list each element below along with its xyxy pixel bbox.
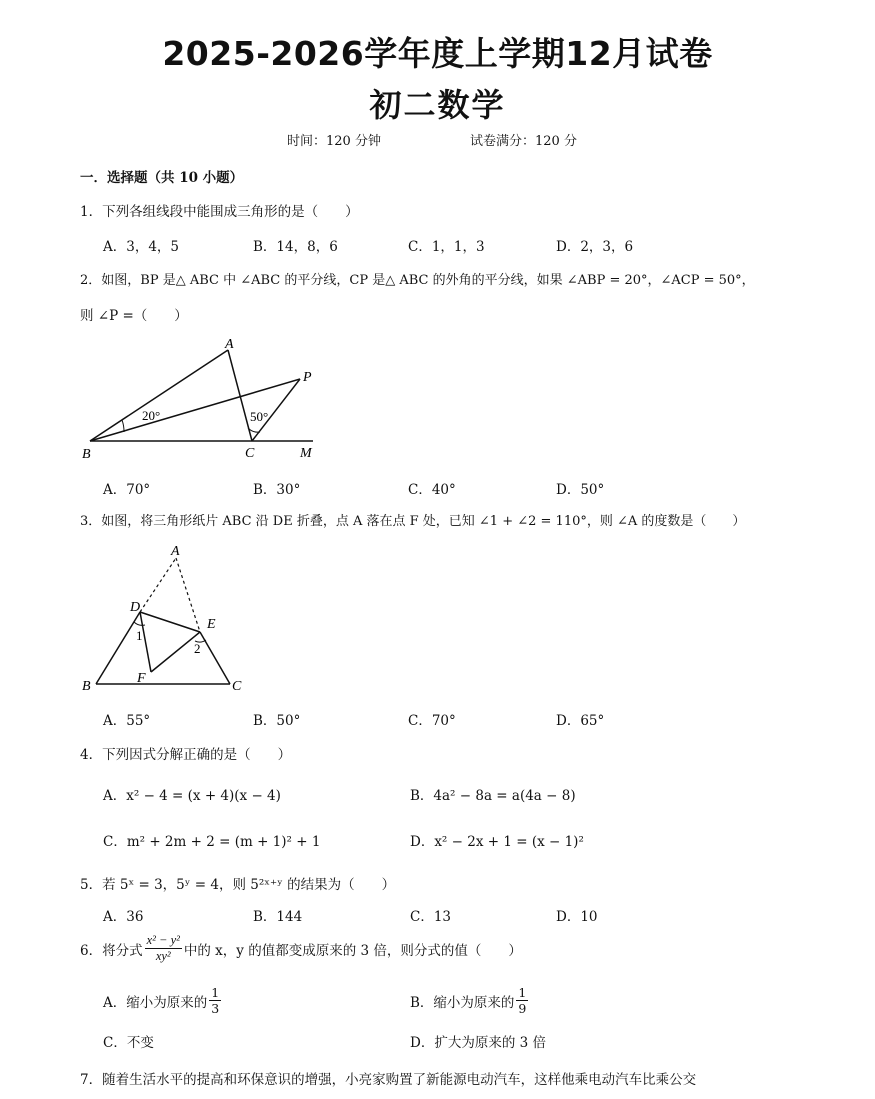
q2-option-b: B．30° <box>253 482 301 498</box>
label-c: C <box>232 679 242 694</box>
q3-option-b: B．50° <box>253 713 301 729</box>
label-b: B <box>82 679 91 694</box>
line-fe <box>151 632 200 672</box>
q3-option-a: A．55° <box>103 713 151 729</box>
line-ac <box>228 350 252 441</box>
question-7-stem: 7．随着生活水平的提高和环保意识的增强，小亮家购置了新能源电动汽车，这样他乘电动汽车比乘公交 <box>80 1072 697 1088</box>
label-c: C <box>245 446 255 461</box>
question-2-stem: 2．如图，BP 是△ ABC 中 ∠ABC 的平分线，CP 是△ ABC 的外角的平分线，如果 ∠ABP = 20°，∠ACP = 50°， <box>80 273 755 288</box>
q6-option-d: D．扩大为原来的 3 倍 <box>410 1035 546 1051</box>
dashed-ae <box>176 558 200 632</box>
q3-figure <box>78 540 258 700</box>
q2-option-d: D．50° <box>556 482 605 498</box>
exam-score: 试卷满分：120 分 <box>470 134 577 149</box>
label-b: B <box>82 447 91 462</box>
q4-option-a: A．x² − 4 = (x + 4)(x − 4) <box>103 788 281 804</box>
question-3-stem: 3．如图，将三角形纸片 ABC 沿 DE 折叠，点 A 落在点 F 处，已知 ∠1 + ∠2 = 110°，则 ∠A 的度数是（ ） <box>80 514 746 529</box>
label-p: P <box>303 370 312 385</box>
angle-abp-label: 20° <box>142 408 161 423</box>
label-e: E <box>207 617 216 632</box>
label-a: A <box>171 544 180 559</box>
q6-fraction-denominator: xy² <box>155 949 171 963</box>
q1-option-a: A．3，4，5 <box>103 239 180 255</box>
q2-option-a: A．70° <box>103 482 151 498</box>
line-ce <box>200 632 230 684</box>
line-ba <box>90 350 228 441</box>
line-bd <box>96 612 140 684</box>
angle-1-label: 1 <box>136 628 143 643</box>
angle-2-label: 2 <box>194 641 201 656</box>
q6-option-a-numerator: 1 <box>211 985 220 1000</box>
label-m: M <box>300 446 312 461</box>
question-4-stem: 4．下列因式分解正确的是（ ） <box>80 747 292 763</box>
question-6-stem <box>80 933 522 964</box>
q2-option-c: C．40° <box>408 482 456 498</box>
question-2-stem-line2: 则 ∠P =（ ） <box>80 308 188 324</box>
q3-option-d: D．65° <box>556 713 605 729</box>
q6-stem-post: 中的 x，y 的值都变成原来的 3 倍，则分式的值（ ） <box>183 942 522 959</box>
q6-fraction-numerator: x² − y² <box>146 933 180 947</box>
q1-option-c: C．1，1，3 <box>408 239 485 255</box>
line-bp <box>90 379 300 441</box>
q1-option-b: B．14，8，6 <box>253 239 338 255</box>
q6-option-a-denominator: 3 <box>211 1001 220 1016</box>
q5-option-d: D．10 <box>556 909 598 925</box>
q1-option-d: D．2，3，6 <box>556 239 634 255</box>
q5-option-c: C．13 <box>410 909 452 925</box>
q6-stem-pre: 6．将分式 <box>80 942 143 959</box>
label-d: D <box>130 600 141 615</box>
line-de <box>140 612 200 632</box>
angle-acp-label: 50° <box>250 409 269 424</box>
q6-option-a-fraction <box>209 985 221 1016</box>
exam-time: 时间：120 分钟 <box>287 134 381 149</box>
label-f: F <box>137 671 146 686</box>
exam-subject: 初二数学 <box>369 86 506 124</box>
label-a: A <box>225 337 234 352</box>
q4-option-b: B．4a² − 8a = a(4a − 8) <box>410 788 576 804</box>
q6-option-b-text: B．缩小为原来的 <box>410 994 515 1011</box>
q2-figure <box>78 334 328 464</box>
q4-option-d: D．x² − 2x + 1 = (x − 1)² <box>410 834 584 850</box>
q6-option-c: C．不变 <box>103 1035 154 1051</box>
q4-option-c: C．m² + 2m + 2 = (m + 1)² + 1 <box>103 834 321 850</box>
q5-option-b: B．144 <box>253 909 303 925</box>
exam-title: 2025-2026学年度上学期12月试卷 <box>162 34 713 73</box>
dashed-da <box>140 558 176 612</box>
q6-option-b <box>410 985 530 1016</box>
q6-fraction <box>145 933 182 964</box>
q5-option-a: A．36 <box>103 909 144 925</box>
q6-option-b-numerator: 1 <box>518 985 527 1000</box>
q6-option-b-fraction <box>516 985 528 1016</box>
q6-option-a-text: A．缩小为原来的 <box>103 994 208 1011</box>
section-heading: 一．选择题（共 10 小题） <box>80 170 244 186</box>
question-1-stem: 1．下列各组线段中能围成三角形的是（ ） <box>80 204 359 220</box>
q3-option-c: C．70° <box>408 713 456 729</box>
q6-option-a <box>103 985 223 1016</box>
question-5-stem: 5．若 5ˣ = 3，5ʸ = 4，则 5²ˣ⁺ʸ 的结果为（ ） <box>80 877 396 893</box>
q6-option-b-denominator: 9 <box>518 1001 527 1016</box>
